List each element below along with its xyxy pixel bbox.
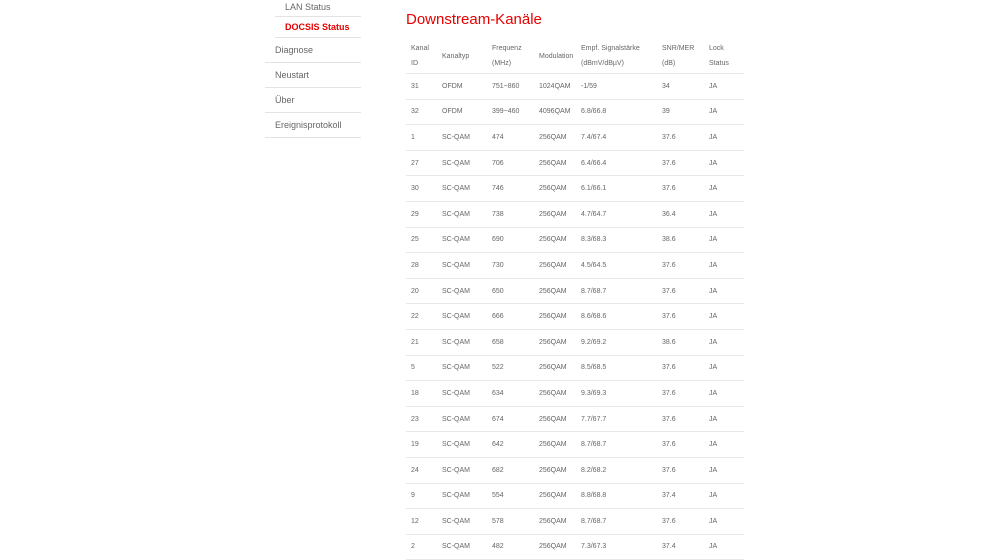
table-row [406, 355, 744, 381]
cell-kanal-id: 21 [406, 329, 437, 355]
cell-kanaltyp: SC-QAM [437, 253, 487, 279]
cell-kanal-id: 32 [406, 99, 437, 125]
cell-lock-status: JA [704, 150, 744, 176]
sidebar-item-diagnose[interactable] [265, 38, 361, 63]
header-lock-status: Lock Status [704, 38, 744, 74]
cell-kanal-id: 1 [406, 125, 437, 151]
table-row [406, 432, 744, 458]
cell-modulation: 256QAM [534, 355, 576, 381]
cell-kanal-id: 12 [406, 509, 437, 535]
header-frequenz: Frequenz (MHz) [487, 38, 534, 74]
cell-lock-status: JA [704, 99, 744, 125]
table-row [406, 457, 744, 483]
cell-snr-mer: 37.6 [657, 150, 704, 176]
cell-frequenz: 746 [487, 176, 534, 202]
cell-signalstaerke: 7.3/67.3 [576, 534, 657, 560]
table-row [406, 278, 744, 304]
cell-kanaltyp: SC-QAM [437, 509, 487, 535]
cell-modulation: 256QAM [534, 253, 576, 279]
cell-modulation: 256QAM [534, 176, 576, 202]
cell-kanaltyp: SC-QAM [437, 355, 487, 381]
cell-modulation: 256QAM [534, 432, 576, 458]
cell-lock-status: JA [704, 176, 744, 202]
cell-lock-status: JA [704, 406, 744, 432]
cell-kanaltyp: SC-QAM [437, 304, 487, 330]
cell-signalstaerke: 8.7/68.7 [576, 432, 657, 458]
cell-modulation: 256QAM [534, 509, 576, 535]
cell-modulation: 256QAM [534, 534, 576, 560]
cell-modulation: 256QAM [534, 483, 576, 509]
cell-signalstaerke: 7.7/67.7 [576, 406, 657, 432]
header-modulation: Modulation [534, 38, 576, 74]
cell-frequenz: 738 [487, 201, 534, 227]
cell-modulation: 256QAM [534, 381, 576, 407]
cell-frequenz: 674 [487, 406, 534, 432]
cell-kanal-id: 28 [406, 253, 437, 279]
cell-frequenz: 482 [487, 534, 534, 560]
cell-lock-status: JA [704, 278, 744, 304]
table-row [406, 381, 744, 407]
sidebar-subitem-label: DOCSIS Status [285, 22, 350, 32]
table-row [406, 150, 744, 176]
cell-kanal-id: 5 [406, 355, 437, 381]
sidebar-subitem-docsis-status[interactable] [275, 17, 361, 38]
cell-frequenz: 751~860 [487, 74, 534, 100]
cell-kanaltyp: SC-QAM [437, 278, 487, 304]
cell-kanaltyp: SC-QAM [437, 406, 487, 432]
cell-signalstaerke: 8.2/68.2 [576, 457, 657, 483]
cell-kanaltyp: SC-QAM [437, 329, 487, 355]
cell-frequenz: 650 [487, 278, 534, 304]
header-snr-mer: SNR/MER (dB) [657, 38, 704, 74]
table-body [406, 74, 744, 560]
table-row [406, 483, 744, 509]
cell-lock-status: JA [704, 483, 744, 509]
cell-frequenz: 634 [487, 381, 534, 407]
cell-kanal-id: 19 [406, 432, 437, 458]
cell-snr-mer: 37.6 [657, 355, 704, 381]
cell-kanaltyp: SC-QAM [437, 125, 487, 151]
cell-kanal-id: 22 [406, 304, 437, 330]
cell-signalstaerke: 7.4/67.4 [576, 125, 657, 151]
cell-snr-mer: 37.6 [657, 457, 704, 483]
cell-snr-mer: 37.6 [657, 304, 704, 330]
cell-frequenz: 522 [487, 355, 534, 381]
cell-frequenz: 682 [487, 457, 534, 483]
cell-frequenz: 730 [487, 253, 534, 279]
sidebar-item-ueber[interactable] [265, 88, 361, 113]
table-row [406, 406, 744, 432]
cell-kanaltyp: SC-QAM [437, 483, 487, 509]
cell-lock-status: JA [704, 74, 744, 100]
table-row [406, 509, 744, 535]
cell-snr-mer: 38.6 [657, 329, 704, 355]
cell-lock-status: JA [704, 381, 744, 407]
table-row [406, 176, 744, 202]
sidebar-item-label: Neustart [275, 70, 310, 80]
cell-lock-status: JA [704, 227, 744, 253]
cell-kanaltyp: SC-QAM [437, 176, 487, 202]
sidebar-item-ereignisprotokoll[interactable] [265, 113, 361, 138]
cell-lock-status: JA [704, 201, 744, 227]
cell-signalstaerke: 8.7/68.7 [576, 509, 657, 535]
cell-modulation: 256QAM [534, 125, 576, 151]
table-row [406, 201, 744, 227]
cell-snr-mer: 38.6 [657, 227, 704, 253]
cell-snr-mer: 36.4 [657, 201, 704, 227]
cell-modulation: 4096QAM [534, 99, 576, 125]
cell-lock-status: JA [704, 355, 744, 381]
cell-signalstaerke: 6.4/66.4 [576, 150, 657, 176]
cell-modulation: 1024QAM [534, 74, 576, 100]
table-row [406, 253, 744, 279]
sidebar-item-label: Über [275, 95, 295, 105]
cell-snr-mer: 39 [657, 99, 704, 125]
cell-kanal-id: 9 [406, 483, 437, 509]
cell-snr-mer: 37.6 [657, 253, 704, 279]
cell-modulation: 256QAM [534, 201, 576, 227]
cell-kanaltyp: SC-QAM [437, 150, 487, 176]
cell-snr-mer: 37.4 [657, 483, 704, 509]
cell-signalstaerke: 8.8/68.8 [576, 483, 657, 509]
cell-kanal-id: 18 [406, 381, 437, 407]
cell-frequenz: 706 [487, 150, 534, 176]
table-row [406, 329, 744, 355]
cell-modulation: 256QAM [534, 406, 576, 432]
cell-signalstaerke: 8.5/68.5 [576, 355, 657, 381]
cell-lock-status: JA [704, 457, 744, 483]
cell-kanaltyp: SC-QAM [437, 534, 487, 560]
cell-frequenz: 554 [487, 483, 534, 509]
header-kanal-id: Kanal ID [406, 38, 437, 74]
header-kanaltyp: Kanaltyp [437, 38, 487, 74]
cell-kanal-id: 29 [406, 201, 437, 227]
cell-snr-mer: 37.6 [657, 278, 704, 304]
cell-frequenz: 399~460 [487, 99, 534, 125]
cell-kanal-id: 27 [406, 150, 437, 176]
cell-signalstaerke: 4.5/64.5 [576, 253, 657, 279]
cell-kanaltyp: OFDM [437, 74, 487, 100]
cell-frequenz: 690 [487, 227, 534, 253]
cell-snr-mer: 34 [657, 74, 704, 100]
sidebar-nav [265, 0, 361, 138]
table-row [406, 74, 744, 100]
cell-lock-status: JA [704, 432, 744, 458]
table-row [406, 534, 744, 560]
cell-modulation: 256QAM [534, 278, 576, 304]
cell-lock-status: JA [704, 329, 744, 355]
downstream-channels-table [406, 38, 744, 560]
cell-modulation: 256QAM [534, 304, 576, 330]
cell-kanal-id: 23 [406, 406, 437, 432]
table-row [406, 304, 744, 330]
cell-kanaltyp: SC-QAM [437, 381, 487, 407]
cell-modulation: 256QAM [534, 329, 576, 355]
cell-signalstaerke: 9.2/69.2 [576, 329, 657, 355]
cell-snr-mer: 37.6 [657, 381, 704, 407]
table-row [406, 227, 744, 253]
cell-snr-mer: 37.6 [657, 176, 704, 202]
cell-snr-mer: 37.4 [657, 534, 704, 560]
cell-snr-mer: 37.6 [657, 509, 704, 535]
cell-kanal-id: 31 [406, 74, 437, 100]
cell-signalstaerke: 6.8/66.8 [576, 99, 657, 125]
cell-kanaltyp: SC-QAM [437, 201, 487, 227]
sidebar-item-label: Diagnose [275, 45, 314, 55]
cell-signalstaerke: 8.3/68.3 [576, 227, 657, 253]
cell-kanal-id: 24 [406, 457, 437, 483]
cell-modulation: 256QAM [534, 457, 576, 483]
cell-frequenz: 578 [487, 509, 534, 535]
cell-frequenz: 642 [487, 432, 534, 458]
cell-kanaltyp: OFDM [437, 99, 487, 125]
cell-kanal-id: 20 [406, 278, 437, 304]
cell-lock-status: JA [704, 509, 744, 535]
cell-kanaltyp: SC-QAM [437, 432, 487, 458]
cell-signalstaerke: 4.7/64.7 [576, 201, 657, 227]
page-title: Downstream-Kanäle [406, 11, 542, 28]
cell-frequenz: 658 [487, 329, 534, 355]
cell-lock-status: JA [704, 304, 744, 330]
sidebar-item-label: Ereignisprotokoll [275, 120, 342, 130]
cell-lock-status: JA [704, 125, 744, 151]
cell-frequenz: 474 [487, 125, 534, 151]
cell-snr-mer: 37.6 [657, 125, 704, 151]
cell-kanal-id: 2 [406, 534, 437, 560]
cell-snr-mer: 37.6 [657, 406, 704, 432]
cell-signalstaerke: 6.1/66.1 [576, 176, 657, 202]
sidebar-item-neustart[interactable] [265, 63, 361, 88]
cell-modulation: 256QAM [534, 227, 576, 253]
cell-kanal-id: 25 [406, 227, 437, 253]
cell-signalstaerke: 9.3/69.3 [576, 381, 657, 407]
cell-modulation: 256QAM [534, 150, 576, 176]
cell-kanaltyp: SC-QAM [437, 227, 487, 253]
cell-frequenz: 666 [487, 304, 534, 330]
table-header-row [406, 38, 744, 74]
cell-signalstaerke: -1/59 [576, 74, 657, 100]
cell-lock-status: JA [704, 534, 744, 560]
table-row [406, 125, 744, 151]
cell-snr-mer: 37.6 [657, 432, 704, 458]
table-row [406, 99, 744, 125]
sidebar-subitem-label: LAN Status [285, 2, 331, 12]
cell-signalstaerke: 8.6/68.6 [576, 304, 657, 330]
cell-signalstaerke: 8.7/68.7 [576, 278, 657, 304]
cell-kanaltyp: SC-QAM [437, 457, 487, 483]
header-signalstaerke: Empf. Signalstärke (dBmV/dBµV) [576, 38, 657, 74]
cell-kanal-id: 30 [406, 176, 437, 202]
cell-lock-status: JA [704, 253, 744, 279]
sidebar-subitem-lan-status[interactable] [275, 0, 361, 17]
